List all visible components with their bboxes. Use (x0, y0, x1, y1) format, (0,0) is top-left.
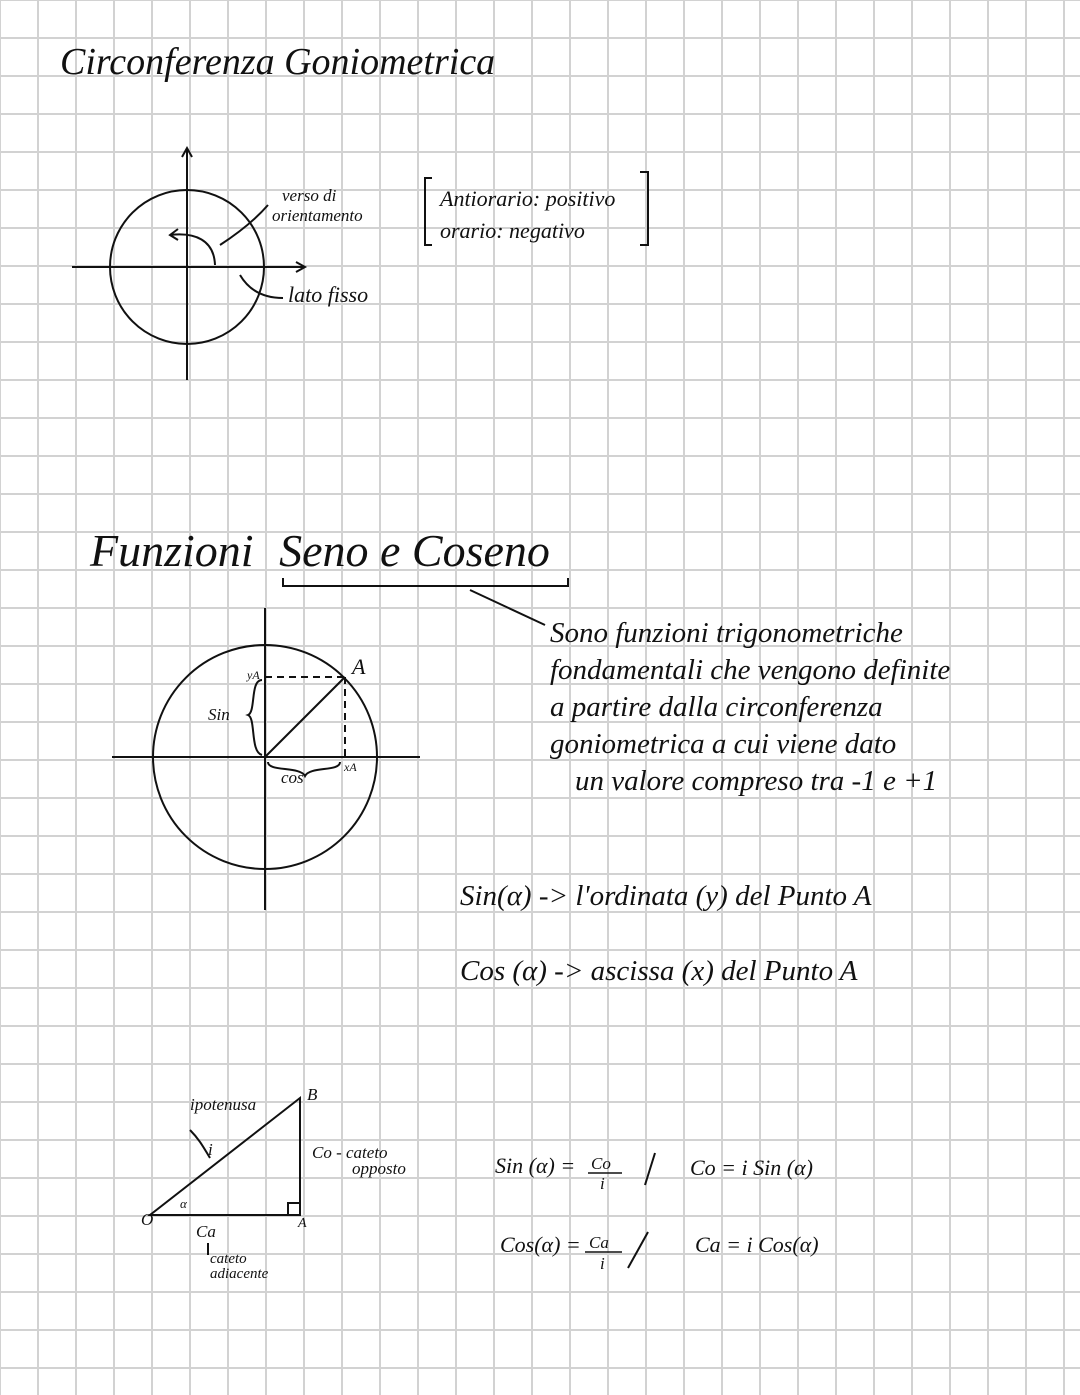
section1-title: Circonferenza Goniometrica (60, 41, 496, 83)
right-triangle-diagram (150, 1098, 300, 1255)
sin-brace (248, 680, 262, 755)
section2-title (90, 524, 550, 577)
cos-label: cos (281, 768, 304, 787)
sin-denominator: i (600, 1174, 605, 1193)
sin-label: Sin (208, 705, 230, 724)
title-word: Funzioni (90, 525, 254, 576)
sine-cosine-circle-diagram (112, 608, 420, 910)
xa-label: xA (344, 760, 357, 774)
adjacent-line: adiacente (210, 1266, 269, 1282)
orientation-label-line: orientamento (272, 206, 363, 225)
adjacent-leg-label (210, 1252, 268, 1282)
definition-line: a partire dalla circonferenza (550, 691, 883, 723)
counterclockwise-positive: Antiorario: positivo (440, 186, 616, 211)
cos-brace (268, 762, 340, 776)
ya-label: yA (247, 668, 260, 682)
vertex-a: A (298, 1216, 307, 1231)
opposite-line: opposto (352, 1159, 406, 1178)
adjacent-line: cateto (210, 1251, 247, 1267)
title-underlined: Seno e Coseno (279, 525, 550, 576)
orientation-label-line: verso di (282, 186, 337, 205)
cos-numerator: Ca (589, 1233, 609, 1252)
definition-line: goniometrica a cui viene dato (550, 728, 897, 760)
vertex-o: O (141, 1210, 154, 1229)
unit-circle-diagram (72, 148, 305, 380)
clockwise-negative: orario: negativo (440, 218, 585, 243)
point-a-label: A (352, 654, 366, 679)
cos-formula-rhs: Ca = i Cos(α) (695, 1232, 819, 1257)
definition-line: un valore compreso tra -1 e +1 (575, 765, 938, 797)
opposite-line: Co - cateto (312, 1143, 388, 1162)
sin-formula-lhs: Sin (α) = (495, 1153, 576, 1178)
vertex-b: B (307, 1085, 318, 1104)
cos-formula-lhs: Cos(α) = (500, 1232, 581, 1257)
opposite-leg-label (312, 1145, 406, 1177)
definition-paragraph (550, 615, 950, 800)
orientation-arrow-icon (170, 229, 215, 265)
sin-definition: Sin(α) -> l'ordinata (y) del Punto A (460, 880, 872, 912)
bracket-left (425, 178, 432, 245)
bracket-right (640, 172, 648, 245)
fixed-side-label: lato fisso (288, 282, 369, 307)
adjacent-symbol: Ca (196, 1222, 216, 1241)
orientation-label (272, 186, 363, 226)
sin-formula-rhs: Co = i Sin (α) (690, 1155, 813, 1180)
hypotenuse-label: ipotenusa (190, 1095, 257, 1114)
cos-definition: Cos (α) -> ascissa (x) del Punto A (460, 955, 858, 987)
cos-denominator: i (600, 1254, 605, 1273)
sin-numerator: Co (591, 1154, 611, 1173)
definition-line: Sono funzioni trigonometriche (550, 617, 903, 649)
angle-alpha: α (180, 1196, 187, 1211)
hypotenuse-symbol: i (208, 1140, 213, 1159)
definition-line: fondamentali che vengono definite (550, 654, 951, 686)
